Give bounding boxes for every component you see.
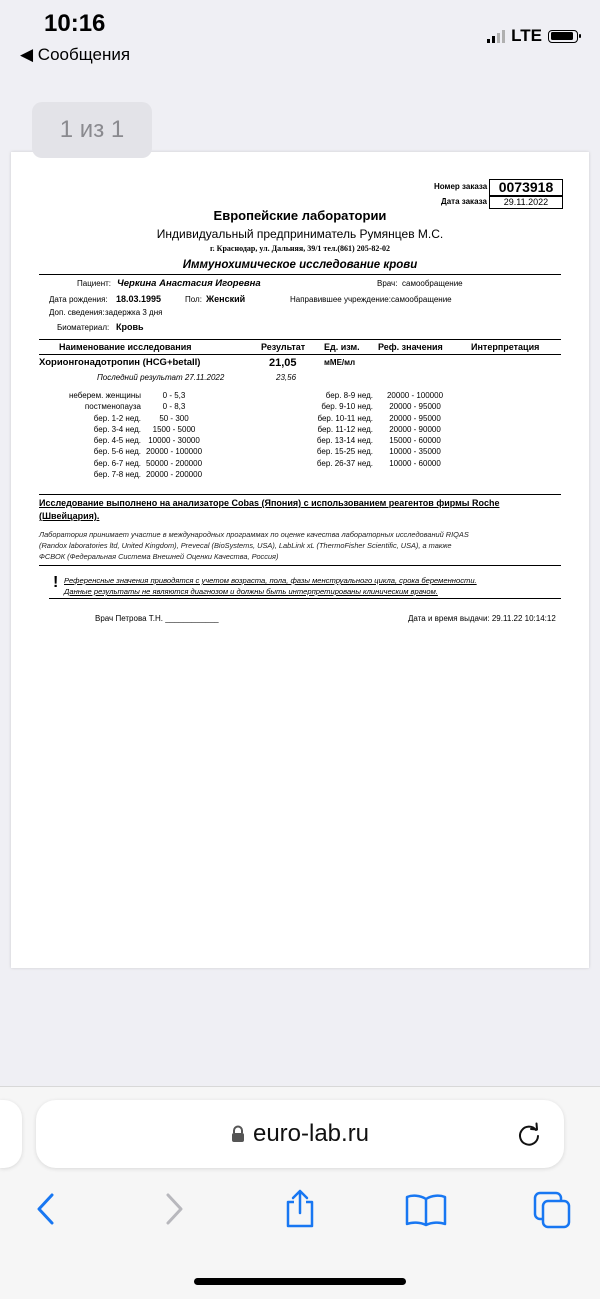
order-date-label: Дата заказа xyxy=(441,197,487,206)
analyzer-note-line2: (Швейцария). xyxy=(39,511,100,521)
document-page xyxy=(11,152,589,968)
doctor-signature: Врач Петрова Т.Н. ____________ xyxy=(95,614,219,623)
back-icon[interactable] xyxy=(34,1192,58,1231)
forward-icon[interactable] xyxy=(162,1192,186,1231)
url-text: euro-lab.ru xyxy=(252,1120,370,1147)
doctor-label: Врач: xyxy=(377,279,398,288)
ref-right-values: 20000 - 100000 20000 - 95000 20000 - 95000 20000 - 90000 15000 - 60000 10000 - 35000 10000 - 60000 xyxy=(386,391,444,468)
quality-note-line2: (Randox laboratories ltd, United Kingdom), Prevecal (BioSystems, USA), LabLink xL (ThermoFisher Scientific, USA), а также xyxy=(39,541,452,550)
patient-label: Пациент: xyxy=(77,279,112,288)
quality-note-line1: Лаборатория принимает участие в международных программах по оценке качества лабораторных исследований RIQAS xyxy=(39,530,469,539)
ref-right-labels: бер. 8-9 нед. бер. 9-10 нед. бер. 10-11 нед. бер. 11-12 нед. бер. 13-14 нед. бер. 15-25 нед. бер. 26-37 нед. xyxy=(316,391,373,468)
address-bar[interactable] xyxy=(36,1100,564,1168)
lab-address: г. Краснодар, ул. Дальняя, 39/1 тел.(861) 205-82-02 xyxy=(209,244,391,253)
previous-tab-card[interactable] xyxy=(0,1100,22,1168)
extra-info-value: задержка 3 дня xyxy=(105,308,163,317)
status-time: 10:16 xyxy=(44,10,106,37)
doctor-value: самообращение xyxy=(402,279,463,288)
status-indicators xyxy=(487,26,578,46)
battery-icon xyxy=(548,30,578,43)
referrer-label: Направившее учреждение: xyxy=(290,295,391,304)
order-number: 0073918 xyxy=(489,179,563,196)
network-type: LTE xyxy=(511,26,542,45)
quality-note-line3: ФСВОК (Федеральная Система Внешней Оценки Качества, Россия) xyxy=(39,552,279,561)
ref-left-values: 0 - 5,3 0 - 8,3 50 - 300 1500 - 5000 10000 - 30000 20000 - 100000 50000 - 200000 20000 - 200000 xyxy=(145,391,203,480)
order-date: 29.11.2022 xyxy=(489,196,563,209)
sex-label: Пол: xyxy=(185,295,202,304)
page-indicator: 1 из 1 xyxy=(32,102,152,158)
dob-value: 18.03.1995 xyxy=(116,294,162,304)
column-header-interpretation: Интерпретация xyxy=(471,342,540,352)
column-header-ref: Реф. значения xyxy=(378,342,443,352)
entrepreneur: Индивидуальный предприниматель Румянцев М.С. xyxy=(156,227,444,241)
study-title: Иммунохимическое исследование крови xyxy=(182,259,418,271)
bookmarks-icon[interactable] xyxy=(404,1193,448,1232)
home-indicator xyxy=(194,1278,406,1285)
column-header-name: Наименование исследования xyxy=(59,342,192,352)
address-bar-url xyxy=(36,1120,564,1150)
back-to-messages-link[interactable]: ◀ Сообщения xyxy=(20,45,131,64)
test-name: Хорионгонадотропин (HCG+betaII) xyxy=(39,357,201,368)
reload-icon[interactable] xyxy=(516,1122,542,1153)
warning-icon: ! xyxy=(53,574,59,591)
tabs-icon[interactable] xyxy=(532,1190,572,1235)
test-unit: мМЕ/мл xyxy=(324,358,356,367)
last-result-label: Последний результат 27.11.2022 xyxy=(97,373,225,382)
patient-name: Черкина Анастасия Игоревна xyxy=(117,278,261,289)
issue-datetime: Дата и время выдачи: 29.11.22 10:14:12 xyxy=(408,614,556,623)
ref-left-labels: неберем. женщины постменопауза бер. 1-2 нед. бер. 3-4 нед. бер. 4-5 нед. бер. 5-6 нед. бер. 6-7 нед. бер. 7-8 нед. xyxy=(69,391,141,480)
column-header-result: Результат xyxy=(261,342,306,352)
test-result: 21,05 xyxy=(269,357,297,369)
share-icon[interactable] xyxy=(282,1188,318,1233)
disclaimer-line1: Референсные значения приводятся с учетом возраста, пола, фазы менструального цикла, срока беременности. xyxy=(64,576,477,585)
referrer-value: самообращение xyxy=(391,295,452,304)
order-number-label: Номер заказа xyxy=(434,182,488,191)
last-result-value: 23,56 xyxy=(276,373,297,382)
lock-icon xyxy=(231,1122,245,1150)
biomaterial-label: Биоматериал: xyxy=(57,323,110,332)
sex-value: Женский xyxy=(206,294,246,304)
disclaimer-line2: Данные результаты не являются диагнозом и должны быть интерпретированы клиническим врачом. xyxy=(64,587,438,596)
analyzer-note-line1: Исследование выполнено на анализаторе Cobas (Япония) с использованием реагентов фирмы Roche xyxy=(39,498,500,508)
column-header-unit: Ед. изм. xyxy=(324,342,360,352)
dob-label: Дата рождения: xyxy=(49,295,108,304)
biomaterial-value: Кровь xyxy=(116,322,144,332)
signal-icon xyxy=(487,29,505,43)
extra-info-label: Доп. сведения: xyxy=(49,308,105,317)
lab-name: Европейские лаборатории xyxy=(213,208,387,223)
